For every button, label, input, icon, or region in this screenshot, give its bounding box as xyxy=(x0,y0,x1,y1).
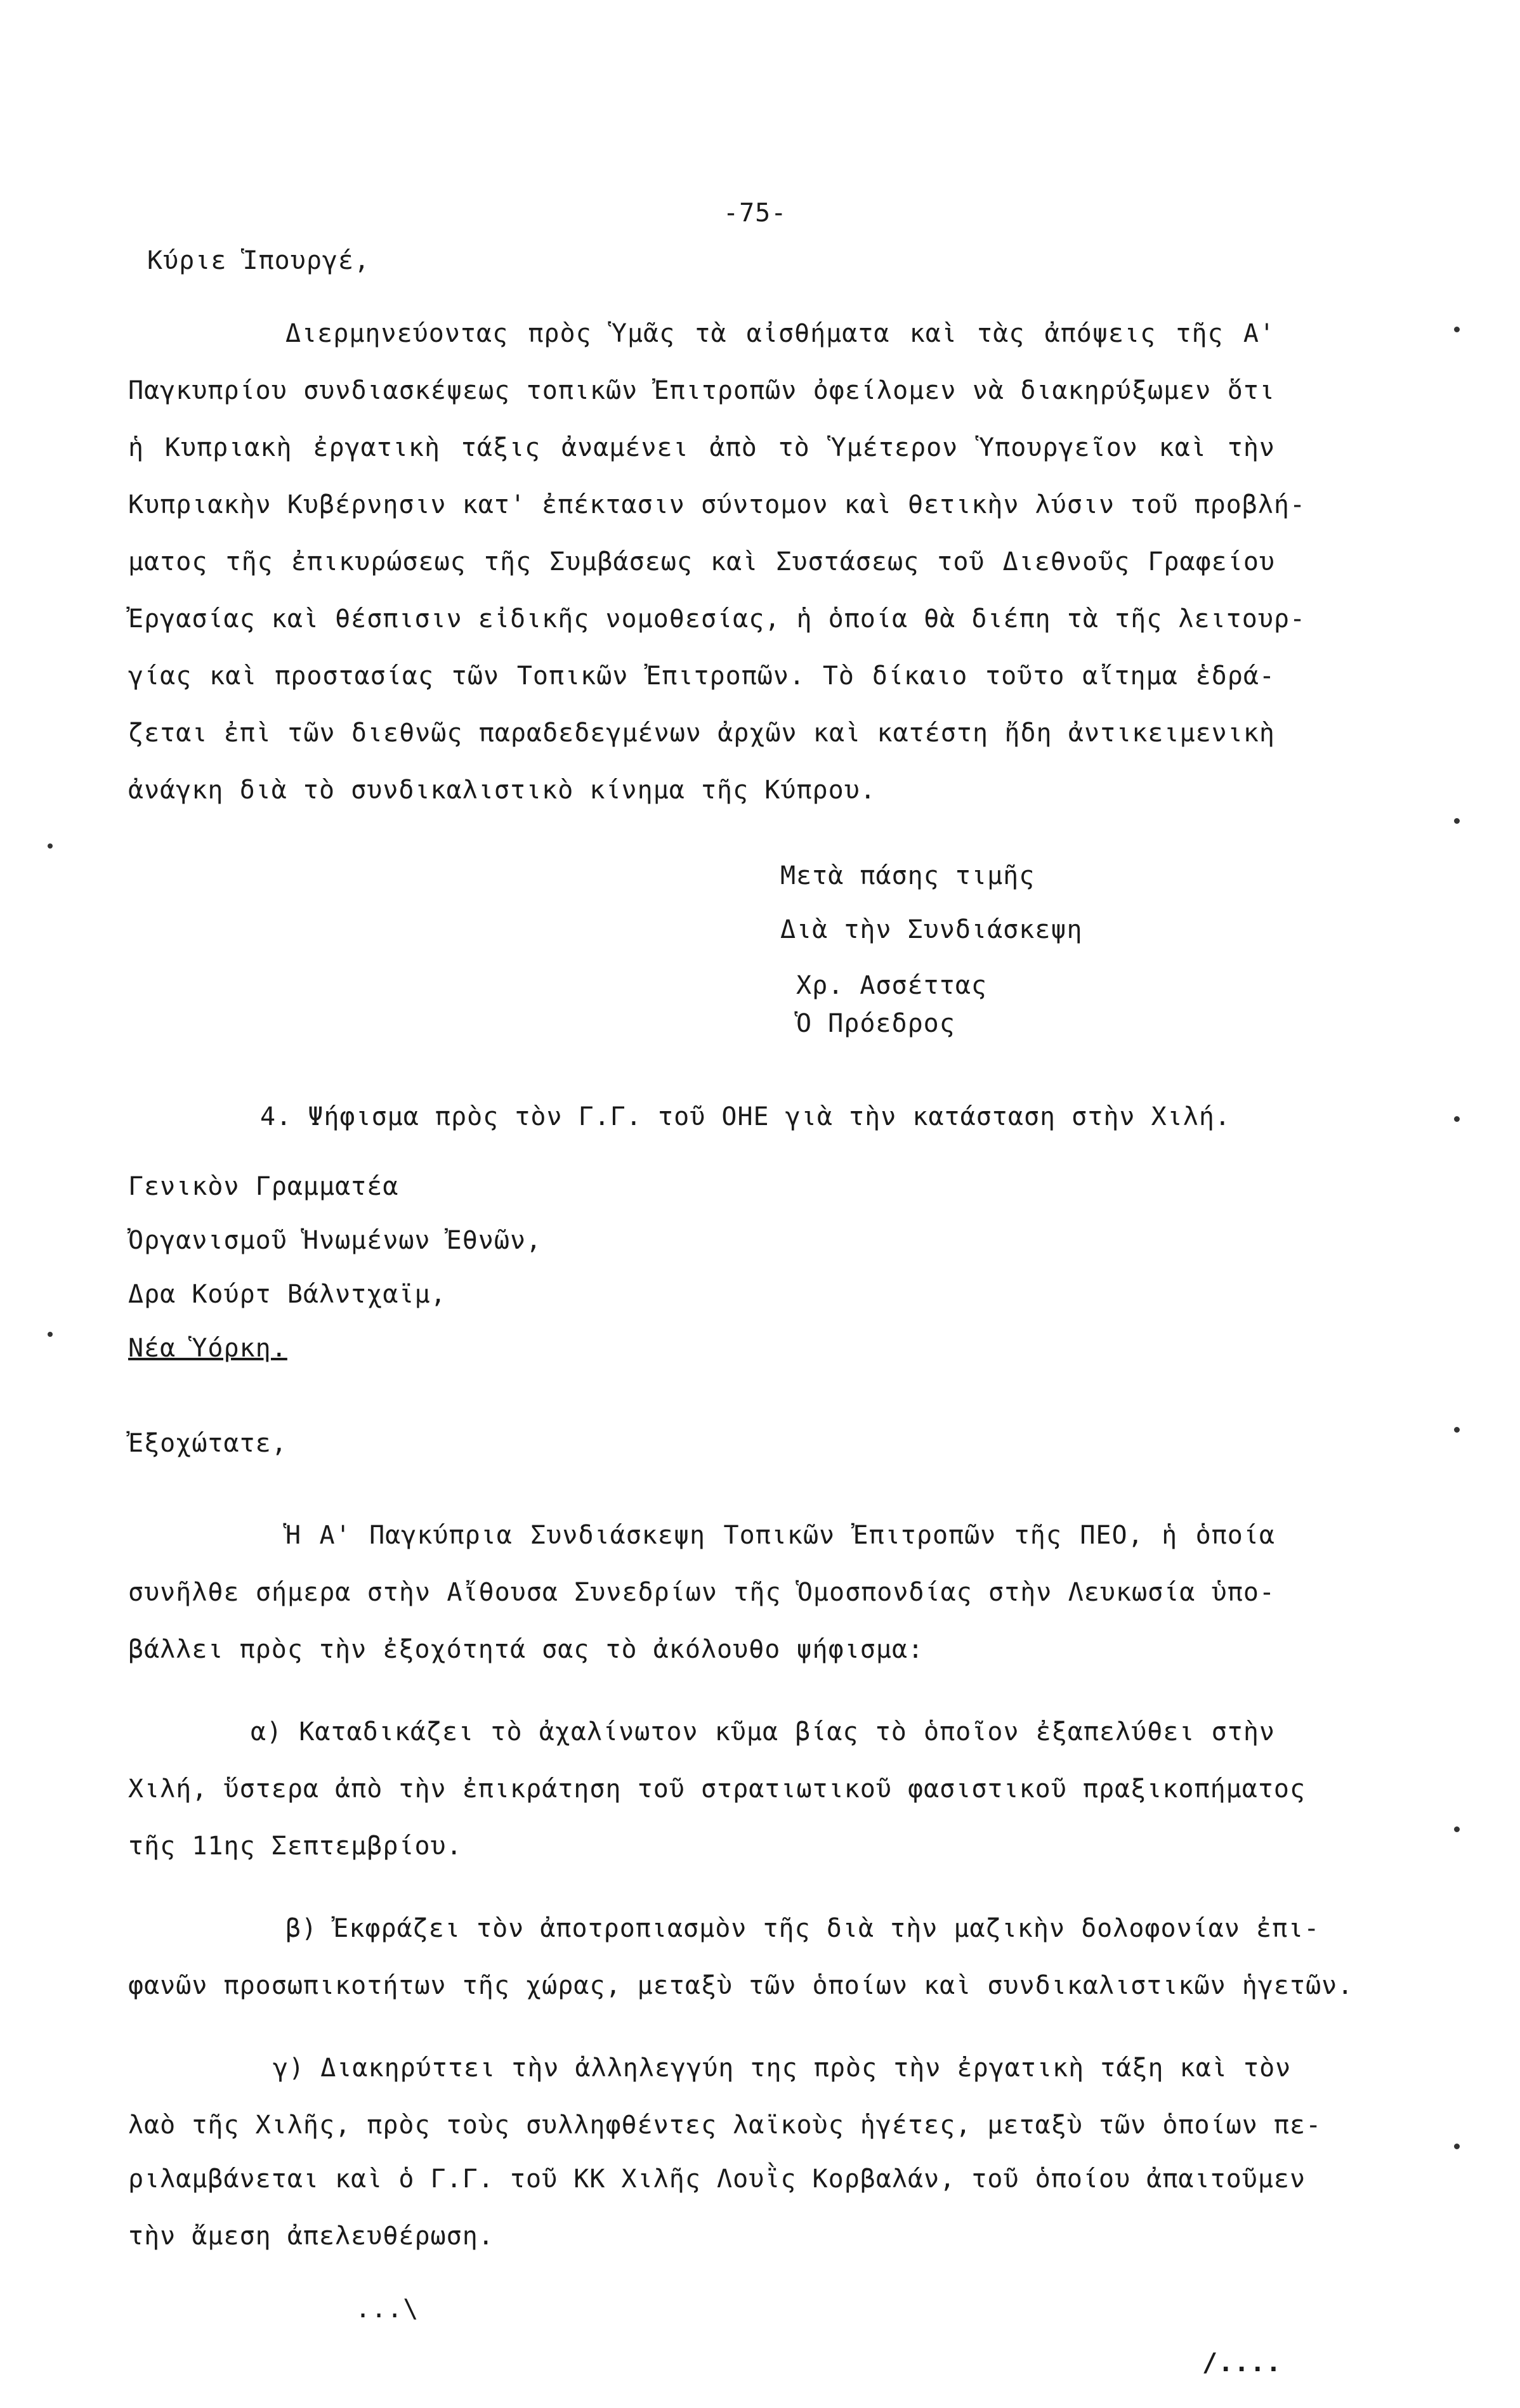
resolution-line: βάλλει πρὸς τὴν ἐξοχότητά σας τὸ ἀκόλουθο ψήφισμα: xyxy=(128,1635,924,1664)
letter-line: Κυπριακὴν Κυβέρνησιν κατ' ἐπέκτασιν σύντομον καὶ θετικὴν λύσιν τοῦ προβλή- xyxy=(128,490,1306,519)
page-number: -75- xyxy=(723,198,787,228)
address-line: Γενικὸν Γραμματέα xyxy=(128,1172,399,1201)
resolution-item-a: τῆς 11ης Σεπτεμβρίου. xyxy=(128,1832,462,1861)
resolution-item-a: α) Καταδικάζει τὸ ἀχαλίνωτον κῦμα βίας τὸ ὁποῖον ἐξαπελύθει στὴν xyxy=(251,1717,1275,1747)
scan-speck xyxy=(1454,1427,1460,1433)
scan-speck xyxy=(1454,1116,1460,1122)
signatory-name: Χρ. Ασσέττας xyxy=(796,971,987,1000)
letter-line: γίας καὶ προστασίας τῶν Τοπικῶν Ἐπιτροπῶν. Τὸ δίκαιο τοῦτο αἴτημα ἑδρά- xyxy=(128,661,1275,691)
letter-closing: Μετὰ πάσης τιμῆς xyxy=(780,861,1035,890)
address-line: Δρα Κούρτ Βάλντχαϊμ, xyxy=(128,1280,447,1309)
resolution-item-a: Χιλή, ὕστερα ἀπὸ τὴν ἐπικράτηση τοῦ στρατιωτικοῦ φασιστικοῦ πραξικοπήματος xyxy=(128,1774,1306,1804)
scan-speck xyxy=(48,843,53,849)
letter-line: ματος τῆς ἐπικυρώσεως τῆς Συμβάσεως καὶ Συστάσεως τοῦ Διεθνοῦς Γραφείου xyxy=(128,547,1275,576)
scan-speck xyxy=(1454,1826,1460,1832)
footer-continuation-right: /.... xyxy=(1202,2348,1282,2378)
address-line: Νέα Ὑόρκη. xyxy=(128,1334,287,1363)
resolution-line: Ἡ Α' Παγκύπρια Συνδιάσκεψη Τοπικῶν Ἐπιτροπῶν τῆς ΠΕΟ, ἡ ὁποία xyxy=(285,1521,1275,1550)
resolution-item-c: ριλαμβάνεται καὶ ὁ Γ.Γ. τοῦ ΚΚ Χιλῆς Λουῒς Κορβαλάν, τοῦ ὁποίου ἀπαιτοῦμεν xyxy=(128,2164,1306,2194)
resolution-line: συνῆλθε σήμερα στὴν Αἴθουσα Συνεδρίων τῆς Ὁμοσπονδίας στὴν Λευκωσία ὑπο- xyxy=(128,1578,1275,1607)
letter-line: ἀνάγκη διὰ τὸ συνδικαλιστικὸ κίνημα τῆς Κύπρου. xyxy=(128,776,876,805)
scan-speck xyxy=(1454,327,1460,332)
resolution-item-c: λαὸ τῆς Χιλῆς, πρὸς τοὺς συλληφθέντες λαϊκοὺς ἡγέτες, μεταξὺ τῶν ὁποίων πε- xyxy=(128,2111,1322,2140)
letter-on-behalf: Διὰ τὴν Συνδιάσκεψη xyxy=(780,915,1083,944)
resolution-item-b: φανῶν προσωπικοτήτων τῆς χώρας, μεταξὺ τῶν ὁποίων καὶ συνδικαλιστικῶν ἡγετῶν. xyxy=(128,1971,1354,2000)
signatory-title: Ὁ Πρόεδρος xyxy=(796,1009,955,1038)
letter-line: Διερμηνεύοντας πρὸς Ὑμᾶς τὰ αἰσθήματα καὶ τὰς ἀπόψεις τῆς Α' xyxy=(285,319,1275,348)
scan-speck xyxy=(1454,2144,1460,2149)
salutation: Κύριε Ἱπουργέ, xyxy=(147,246,370,275)
letter-line: ζεται ἐπὶ τῶν διεθνῶς παραδεδεγμένων ἀρχῶν καὶ κατέστη ἤδη ἀντικειμενικὴ xyxy=(128,719,1275,748)
scan-speck xyxy=(1454,818,1460,824)
address-line: Ὀργανισμοῦ Ἡνωμένων Ἐθνῶν, xyxy=(128,1226,542,1255)
scan-speck xyxy=(48,1332,53,1337)
resolution-item-c: γ) Διακηρύττει τὴν ἀλληλεγγύη της πρὸς τὴν ἐργατικὴ τάξη καὶ τὸν xyxy=(273,2053,1292,2083)
greeting: Ἐξοχώτατε, xyxy=(128,1429,287,1458)
resolution-item-b: β) Ἐκφράζει τὸν ἀποτροπιασμὸν τῆς διὰ τὴν μαζικὴν δολοφονίαν ἐπι- xyxy=(285,1914,1320,1943)
letter-line: ἡ Κυπριακὴ ἐργατικὴ τάξις ἀναμένει ἀπὸ τὸ Ὑμέτερον Ὑπουργεῖον καὶ τὴν xyxy=(128,433,1275,462)
footer-continuation-left: ...\ xyxy=(355,2294,419,2324)
letter-line: Παγκυπρίου συνδιασκέψεως τοπικῶν Ἐπιτροπῶν ὀφείλομεν νὰ διακηρύξωμεν ὅτι xyxy=(128,376,1275,405)
resolution-item-c: τὴν ἄμεση ἀπελευθέρωση. xyxy=(128,2222,494,2251)
letter-line: Ἐργασίας καὶ θέσπισιν εἰδικῆς νομοθεσίας, ἡ ὁποία θὰ διέπη τὰ τῆς λειτουρ- xyxy=(128,604,1306,634)
section-heading: 4. Ψήφισμα πρὸς τὸν Γ.Γ. τοῦ ΟΗΕ γιὰ τὴν κατάσταση στὴν Χιλή. xyxy=(260,1102,1231,1131)
